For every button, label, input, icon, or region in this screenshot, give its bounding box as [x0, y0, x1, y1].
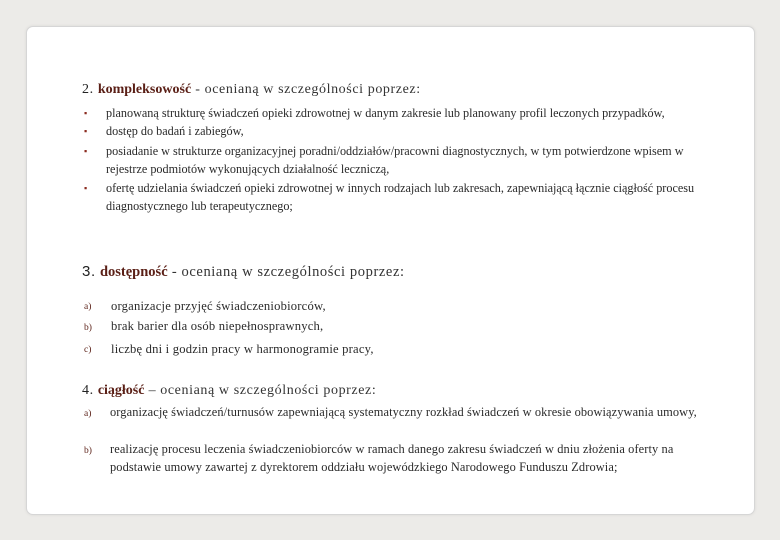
section4-number: 4. — [82, 383, 94, 398]
section3-item-a: organizacje przyjęć świadczeniobiorców, — [111, 299, 326, 313]
bullet-icon: ▪ — [84, 183, 88, 193]
section4-keyword: ciągłość — [97, 383, 145, 398]
section4-item-a: organizację świadczeń/turnusów zapewniającą systematyczny rozkład świadczeń w okresie obowiązywania umowy, — [110, 405, 697, 419]
bullet-icon: ▪ — [84, 146, 88, 156]
section3-heading-rest: - ocenianą w szczególności poprzez: — [167, 264, 405, 280]
section3-heading — [82, 263, 405, 281]
section3-number: 3. — [82, 263, 96, 280]
section3-item-b: brak barier dla osób niepełnosprawnych, — [111, 319, 324, 333]
bullet-icon: ▪ — [84, 108, 88, 118]
list-marker: a) — [84, 409, 92, 419]
section4-item-b: realizację procesu leczenia świadczeniobiorców w ramach danego zakresu świadczeń w dniu złożenia oferty na podstawie umowy zawartej z dyrektorem oddziału wojewódzkiego Narodowego Funduszu Zdrowia; — [110, 442, 674, 474]
section2-item-1: planowaną strukturę świadczeń opieki zdrowotnej w danym zakresie lub planowany profil leczonych przypadków, — [106, 106, 665, 120]
section2-item-2: dostęp do badań i zabiegów, — [106, 124, 244, 138]
section2-keyword: kompleksowość — [97, 82, 192, 97]
section2-item-3: posiadanie w strukturze organizacyjnej poradni/oddziałów/pracowni diagnostycznych, w tym potwierdzone wpisem w rejestrze podmiotów wykonujących działalność leczniczą, — [106, 144, 684, 176]
list-marker: c) — [84, 345, 92, 355]
list-marker: a) — [84, 302, 92, 312]
section4-heading-rest: – ocenianą w szczególności poprzez: — [144, 383, 377, 398]
section2-number: 2. — [82, 82, 94, 97]
section2-heading-rest: - ocenianą w szczególności poprzez: — [191, 82, 421, 97]
section3-item-c: liczbę dni i godzin pracy w harmonogramie pracy, — [111, 342, 374, 356]
section2-item-4: ofertę udzielania świadczeń opieki zdrowotnej w innych rodzajach lub zakresach, zapewniającą łącznie ciągłość procesu diagnostycznego lub terapeutycznego; — [106, 181, 695, 213]
list-marker: b) — [84, 323, 92, 333]
section3-keyword: dostępność — [99, 264, 168, 280]
bullet-icon: ▪ — [84, 126, 88, 136]
list-marker: b) — [84, 446, 92, 456]
section2-heading — [82, 82, 421, 98]
section4-heading — [82, 383, 376, 399]
